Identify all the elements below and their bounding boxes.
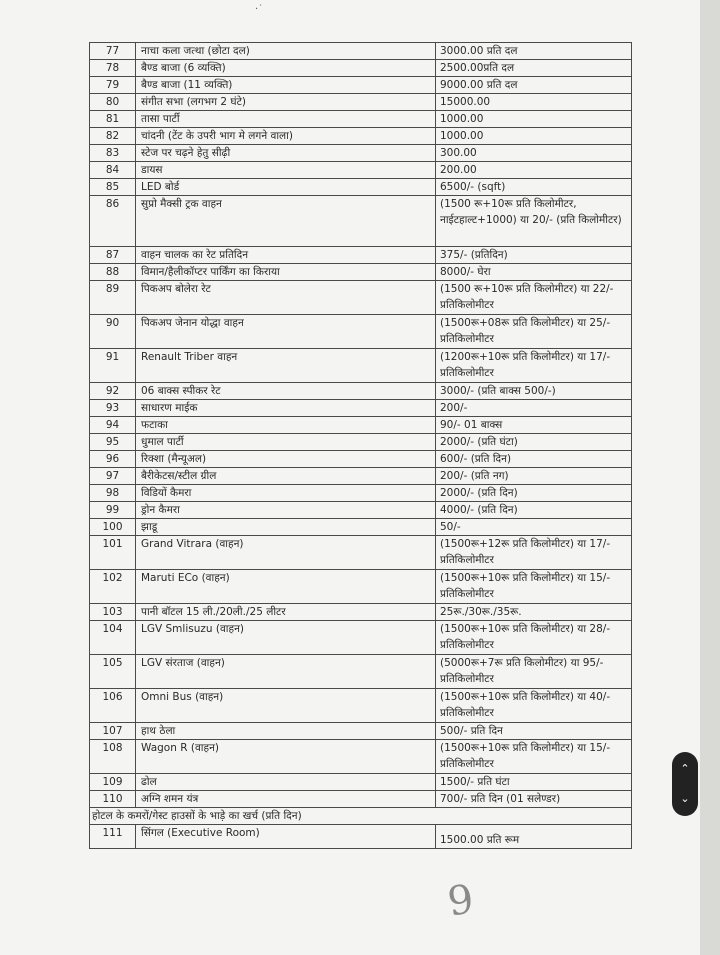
row-item: Maruti ECo (वाहन) (136, 570, 436, 604)
row-rate: 1000.00 (436, 128, 632, 145)
table-row (90, 655, 632, 689)
row-item: Wagon R (वाहन) (136, 740, 436, 774)
table-row (90, 519, 632, 536)
row-number: 102 (90, 570, 136, 604)
row-item: धुमाल पार्टी (136, 434, 436, 451)
rate-table (89, 42, 632, 849)
table-row (90, 502, 632, 519)
table-row (90, 723, 632, 740)
row-rate: 2500.00प्रति दल (436, 60, 632, 77)
table-row (90, 60, 632, 77)
row-rate: 3000.00 प्रति दल (436, 43, 632, 60)
row-rate: 50/- (436, 519, 632, 536)
row-number: 89 (90, 281, 136, 315)
table-row (90, 740, 632, 774)
page-edge-shadow (700, 0, 720, 955)
row-number: 101 (90, 536, 136, 570)
row-item: अग्नि शमन यंत्र (136, 791, 436, 808)
row-number: 86 (90, 196, 136, 247)
row-rate: (1500रू+10रू प्रति किलोमीटर) या 15/- प्रतिकिलोमीटर (436, 740, 632, 774)
table-row (90, 689, 632, 723)
row-number: 106 (90, 689, 136, 723)
table-row (90, 536, 632, 570)
row-item: पानी बॉटल 15 ली./20ली./25 लीटर (136, 604, 436, 621)
row-item: साधारण माईक (136, 400, 436, 417)
row-item: 06 बाक्स स्पीकर रेट (136, 383, 436, 400)
row-rate: 600/- (प्रति दिन) (436, 451, 632, 468)
row-item: रिक्शा (मैन्यूअल) (136, 451, 436, 468)
row-rate: (1500रू+10रू प्रति किलोमीटर) या 28/- प्रतिकिलोमीटर (436, 621, 632, 655)
row-number: 80 (90, 94, 136, 111)
table-row (90, 264, 632, 281)
row-item: सिंगल (Executive Room) (136, 825, 436, 849)
row-number: 96 (90, 451, 136, 468)
table-row (90, 434, 632, 451)
row-rate: 2000/- (प्रति घंटा) (436, 434, 632, 451)
row-number: 85 (90, 179, 136, 196)
row-number: 107 (90, 723, 136, 740)
table-row (90, 128, 632, 145)
row-item: चांदनी (टेंट के उपरी भाग मे लगने वाला) (136, 128, 436, 145)
row-number: 84 (90, 162, 136, 179)
row-item: विडियों कैमरा (136, 485, 436, 502)
row-item: ढोल (136, 774, 436, 791)
row-item: बैण्ड बाजा (6 व्यक्ति) (136, 60, 436, 77)
row-item: तासा पार्टी (136, 111, 436, 128)
row-item: बैरीकेटस/स्टील ग्रील (136, 468, 436, 485)
row-item: Omni Bus (वाहन) (136, 689, 436, 723)
row-rate: 9000.00 प्रति दल (436, 77, 632, 94)
row-number: 99 (90, 502, 136, 519)
table-row (90, 774, 632, 791)
row-number: 103 (90, 604, 136, 621)
row-rate: 500/- प्रति दिन (436, 723, 632, 740)
row-rate: 1500/- प्रति घंटा (436, 774, 632, 791)
row-item: LGV संरताज (वाहन) (136, 655, 436, 689)
row-number: 87 (90, 247, 136, 264)
row-rate: (1200रू+10रू प्रति किलोमीटर) या 17/- प्रतिकिलोमीटर (436, 349, 632, 383)
table-row (90, 604, 632, 621)
row-item: Grand Vitrara (वाहन) (136, 536, 436, 570)
row-number: 88 (90, 264, 136, 281)
section-title: होटल के कमरों/गेस्ट हाउसों के भाड़े का खर्च (प्रति दिन) (90, 808, 632, 825)
row-number: 92 (90, 383, 136, 400)
row-rate: 1000.00 (436, 111, 632, 128)
row-rate: (1500रू+10रू प्रति किलोमीटर) या 15/- प्रतिकिलोमीटर (436, 570, 632, 604)
handwritten-page-number: 9 (444, 876, 477, 926)
row-item: डायस (136, 162, 436, 179)
row-rate: 200.00 (436, 162, 632, 179)
row-number: 78 (90, 60, 136, 77)
table-row (90, 94, 632, 111)
row-rate: (1500 रू+10रू प्रति किलोमीटर) या 22/- प्रतिकिलोमीटर (436, 281, 632, 315)
table-row (90, 281, 632, 315)
row-item: हाथ ठेला (136, 723, 436, 740)
row-item: LGV Smlisuzu (वाहन) (136, 621, 436, 655)
row-number: 93 (90, 400, 136, 417)
row-number: 90 (90, 315, 136, 349)
row-item: LED बोर्ड (136, 179, 436, 196)
row-item: संगीत सभा (लगभग 2 घंटे) (136, 94, 436, 111)
table-row (90, 247, 632, 264)
row-rate: 90/- 01 बाक्स (436, 417, 632, 434)
table-row (90, 77, 632, 94)
table-row (90, 621, 632, 655)
row-number: 91 (90, 349, 136, 383)
row-item: झाडू (136, 519, 436, 536)
row-rate: 4000/- (प्रति दिन) (436, 502, 632, 519)
row-number: 105 (90, 655, 136, 689)
row-number: 94 (90, 417, 136, 434)
row-number: 108 (90, 740, 136, 774)
row-rate: 15000.00 (436, 94, 632, 111)
row-rate: 1500.00 प्रति रूम (436, 825, 632, 849)
chevron-up-icon[interactable]: ⌃ (680, 762, 690, 775)
row-rate: 3000/- (प्रति बाक्स 500/-) (436, 383, 632, 400)
table-row (90, 825, 632, 849)
row-number: 81 (90, 111, 136, 128)
table-row (90, 485, 632, 502)
row-rate: 2000/- (प्रति दिन) (436, 485, 632, 502)
row-number: 83 (90, 145, 136, 162)
row-rate: 25रू./30रू./35रू. (436, 604, 632, 621)
row-number: 104 (90, 621, 136, 655)
row-number: 111 (90, 825, 136, 849)
table-row (90, 111, 632, 128)
table-row (90, 468, 632, 485)
row-number: 109 (90, 774, 136, 791)
table-row (90, 162, 632, 179)
row-item: फटाका (136, 417, 436, 434)
table-row (90, 383, 632, 400)
row-item: वाहन चालक का रेट प्रतिदिन (136, 247, 436, 264)
row-rate: (1500रू+10रू प्रति किलोमीटर) या 40/- प्रतिकिलोमीटर (436, 689, 632, 723)
row-rate: (1500 रू+10रू प्रति किलोमीटर, नाईटहाल्ट+1000) या 20/- (प्रति किलोमीटर) (436, 196, 632, 247)
scan-speck: ·˙ (255, 4, 264, 15)
row-rate: 6500/- (sqft) (436, 179, 632, 196)
row-rate: 8000/- घेरा (436, 264, 632, 281)
table-row (90, 179, 632, 196)
row-item: स्टेज पर चढ़ने हेतु सीढ़ी (136, 145, 436, 162)
row-number: 100 (90, 519, 136, 536)
rate-table-body (90, 43, 632, 808)
table-row (90, 43, 632, 60)
table-row (90, 791, 632, 808)
row-rate: 700/- प्रति दिन (01 सलेण्डर) (436, 791, 632, 808)
row-number: 97 (90, 468, 136, 485)
table-row (90, 196, 632, 247)
row-number: 95 (90, 434, 136, 451)
row-number: 98 (90, 485, 136, 502)
row-rate: 200/- (436, 400, 632, 417)
row-item: सुप्रो मैक्सी ट्रक वाहन (136, 196, 436, 247)
row-rate: (1500रू+08रू प्रति किलोमीटर) या 25/- प्रतिकिलोमीटर (436, 315, 632, 349)
row-item: पिकअप बोलेरा रेट (136, 281, 436, 315)
row-item: पिकअप जेनान योद्धा वाहन (136, 315, 436, 349)
row-rate: (1500रू+12रू प्रति किलोमीटर) या 17/- प्रतिकिलोमीटर (436, 536, 632, 570)
row-number: 79 (90, 77, 136, 94)
table-row (90, 417, 632, 434)
row-item: Renault Triber वाहन (136, 349, 436, 383)
row-item: नाचा कला जत्था (छोटा दल) (136, 43, 436, 60)
table-row (90, 570, 632, 604)
table-row (90, 400, 632, 417)
row-number: 82 (90, 128, 136, 145)
row-number: 110 (90, 791, 136, 808)
table-row (90, 315, 632, 349)
row-rate: (5000रू+7रू प्रति किलोमीटर) या 95/- प्रतिकिलोमीटर (436, 655, 632, 689)
page-scroll-control[interactable] (672, 752, 698, 816)
row-rate: 300.00 (436, 145, 632, 162)
row-rate: 375/- (प्रतिदिन) (436, 247, 632, 264)
table-row (90, 451, 632, 468)
table-row (90, 145, 632, 162)
row-rate: 200/- (प्रति नग) (436, 468, 632, 485)
row-item: बैण्ड बाजा (11 व्यक्ति) (136, 77, 436, 94)
section-row (90, 808, 632, 825)
row-number: 77 (90, 43, 136, 60)
table-row (90, 349, 632, 383)
chevron-down-icon[interactable]: ⌄ (680, 792, 690, 805)
row-item: विमान/हैलीकॉप्टर पार्किंग का किराया (136, 264, 436, 281)
row-item: ड्रोन कैमरा (136, 502, 436, 519)
